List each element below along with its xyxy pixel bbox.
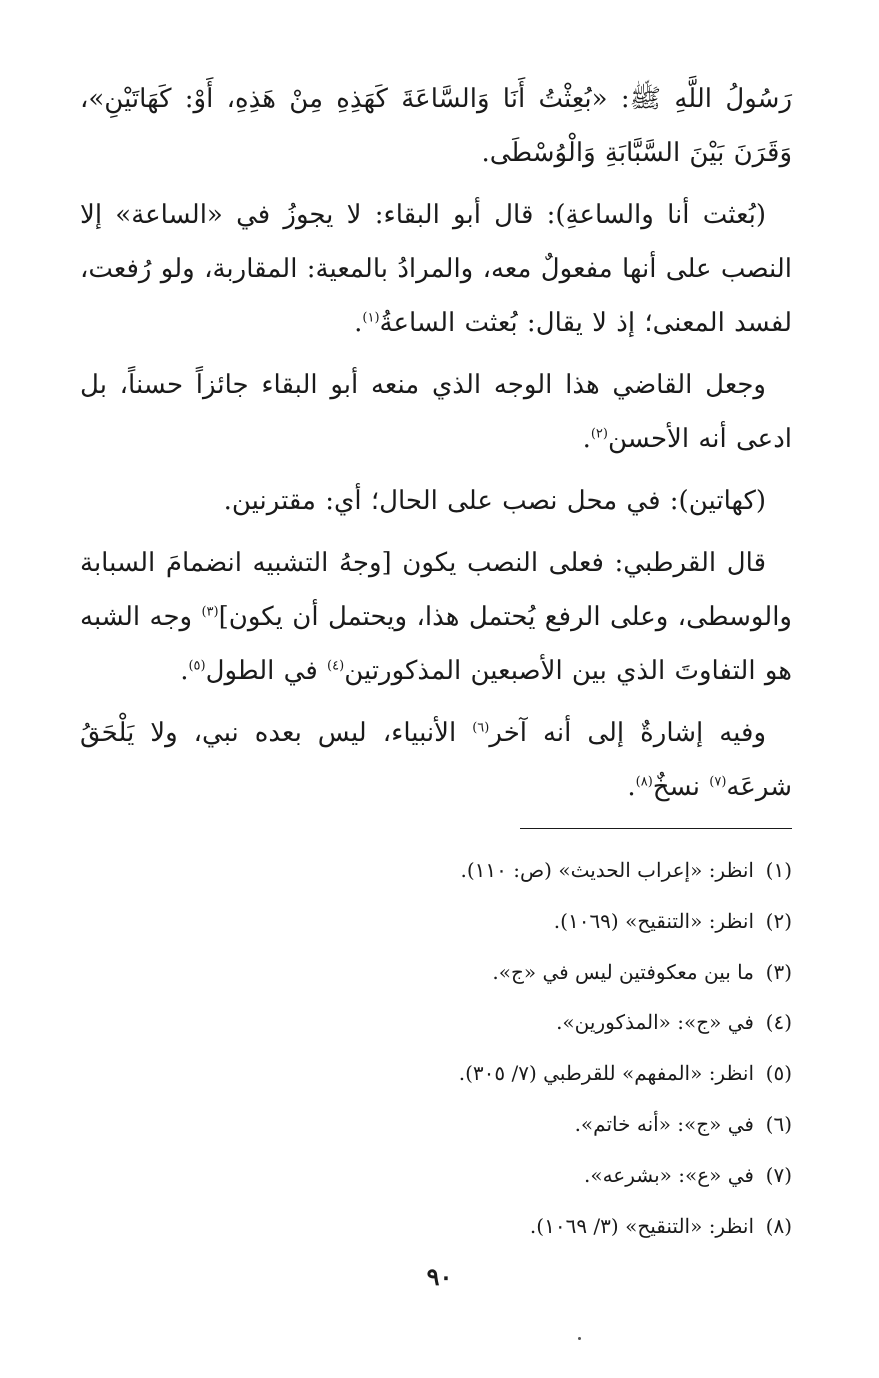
footnote-7 <box>232 1150 792 1201</box>
page-number: ٩٠ <box>426 1262 453 1291</box>
footnote-ref-3[interactable]: (٣) <box>201 604 219 620</box>
footnote-text: في «ع»: «بشرعه». <box>583 1162 754 1187</box>
scan-speck <box>578 1337 581 1340</box>
footnote-number: (٢) <box>765 908 792 933</box>
footnote-text: انظر: «التنقيح» (١٠٦٩). <box>553 908 754 933</box>
footnote-number: (٧) <box>765 1162 792 1187</box>
footnote-text: انظر: «المفهم» للقرطبي (٧/ ٣٠٥). <box>458 1061 754 1086</box>
hadith-text <box>80 72 792 180</box>
paragraph-text: قال القرطبي: فعلى النصب يكون [وجهُ التشبيه انضمامَ السبابة والوسطى، وعلى الرفع يُحتمل هذا، ويحتمل أن يكون] <box>80 548 792 632</box>
paragraph-end: . <box>354 308 363 338</box>
footnote-ref-5[interactable]: (٥) <box>188 658 206 674</box>
footnote-5 <box>232 1048 792 1099</box>
footnote-text: انظر: «إعراب الحديث» (ص: ١١٠). <box>460 858 754 882</box>
footnote-4 <box>232 997 792 1048</box>
footnote-text: في «ج»: «المذكورين». <box>556 1010 754 1035</box>
footnote-ref-2[interactable]: (٢) <box>590 426 608 442</box>
footnote-8 <box>232 1201 792 1252</box>
footnote-number: (٦) <box>765 1111 792 1136</box>
hadith-text-content: رَسُولُ اللَّهِ ﷺ: «بُعِثْتُ أَنَا وَالسَّاعَةَ كَهَذِهِ مِنْ هَذِهِ، أَوْ: كَهَاتَيْنِ»، وَقَرَنَ بَيْنَ السَّبَّابَةِ وَالْوُسْطَى. <box>80 84 792 168</box>
paragraph-kahatayn <box>80 474 792 528</box>
paragraph-text: (كهاتين): في محل نصب على الحال؛ أي: مقترنين. <box>223 486 766 516</box>
footnote-6 <box>232 1099 792 1150</box>
footnote-ref-4[interactable]: (٤) <box>327 658 345 674</box>
footnote-text: انظر: «التنقيح» (٣/ ١٠٦٩). <box>529 1213 754 1238</box>
paragraph-text: (بُعثت أنا والساعةِ): قال أبو البقاء: لا يجوزُ في «الساعة» إلا النصب على أنها مفعولٌ معه، والمرادُ بالمعية: المقاربة، ولو رُفعت، لفسد المعنى؛ إذ لا يقال: بُعثت الساعةُ <box>80 200 792 338</box>
paragraph-text-3: في الطول <box>205 656 328 686</box>
paragraph-end: . <box>627 772 636 802</box>
paragraph-text: وفيه إشارةٌ إلى أنه آخر <box>489 718 766 748</box>
paragraph-end: . <box>180 656 189 686</box>
paragraph-text: وجعل القاضي هذا الوجه الذي منعه أبو البقاء جائزاً حسناً، بل ادعى أنه الأحسن <box>80 370 792 454</box>
footnote-number: (١) <box>765 858 792 882</box>
paragraph-text-3: نسخٌ <box>652 772 710 802</box>
footnotes-list <box>232 845 792 1251</box>
paragraph-qadi <box>80 358 792 466</box>
footnote-3 <box>232 947 792 998</box>
footnote-2 <box>232 896 792 947</box>
footnote-1 <box>232 845 792 896</box>
footnote-text: في «ج»: «أنه خاتم». <box>574 1111 754 1136</box>
footnote-text: ما بين معكوفتين ليس في «ج». <box>492 959 754 984</box>
paragraph-text-2: وجه الشبه هو التفاوتَ الذي بين الأصبعين المذكورتين <box>80 602 792 686</box>
footnote-divider <box>520 828 792 829</box>
paragraph-text-2: الأنبياء، ليس بعده نبي، ولا يَلْحَقُ شرعَه <box>80 718 792 802</box>
footnote-ref-7[interactable]: (٧) <box>709 774 727 790</box>
footnote-ref-8[interactable]: (٨) <box>635 774 653 790</box>
footnote-ref-6[interactable]: (٦) <box>472 720 490 736</box>
paragraph-qurtubi <box>80 536 792 698</box>
footnote-ref-1[interactable]: (١) <box>362 310 380 326</box>
footnote-number: (٤) <box>765 1010 792 1035</box>
paragraph-last-prophet <box>80 706 792 814</box>
footnote-number: (٣) <box>765 959 792 984</box>
footnote-number: (٨) <box>765 1213 792 1238</box>
footnote-number: (٥) <box>765 1061 792 1086</box>
paragraph-abu-al-baqa <box>80 188 792 350</box>
paragraph-end: . <box>582 424 591 454</box>
main-text <box>80 72 792 814</box>
